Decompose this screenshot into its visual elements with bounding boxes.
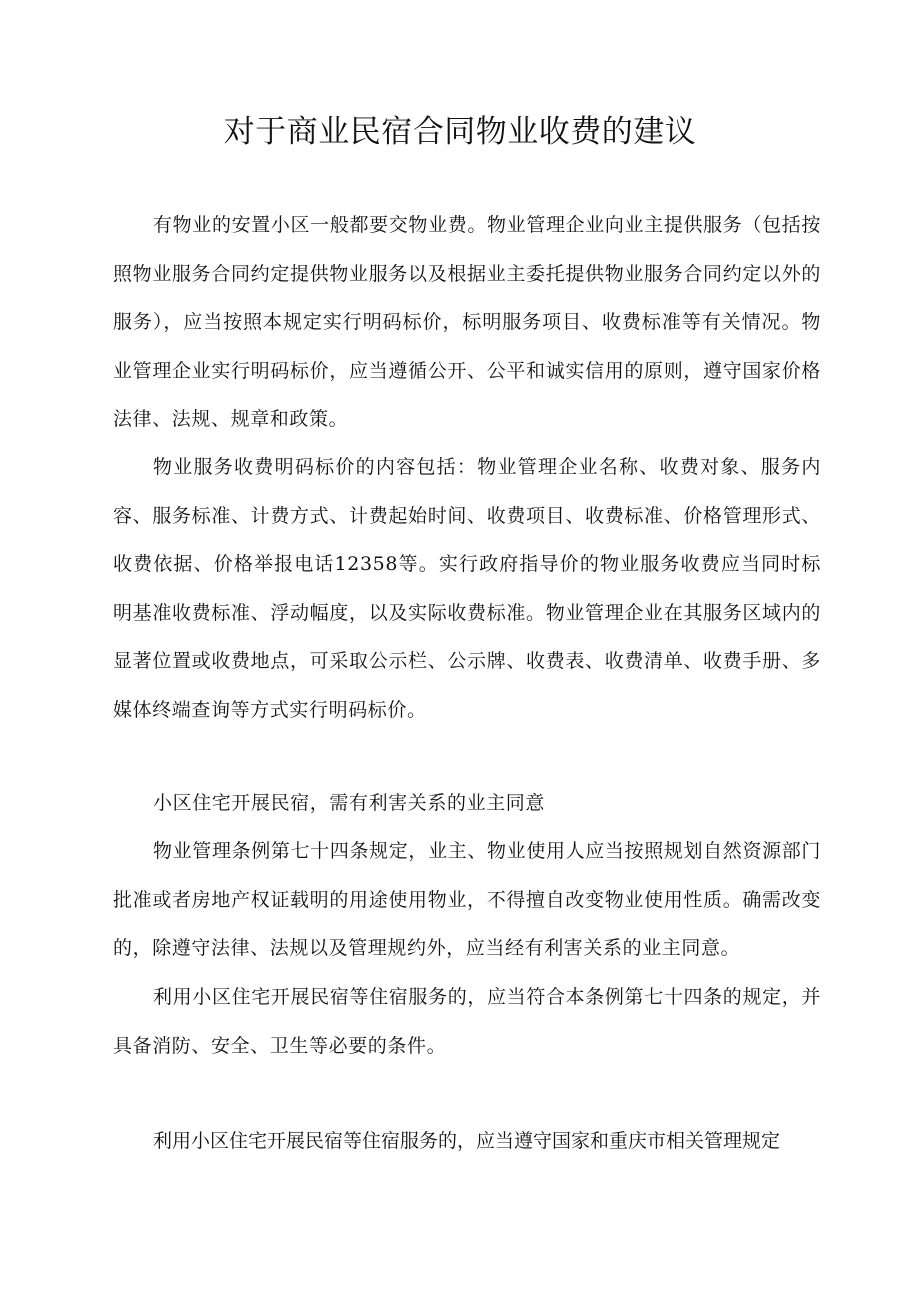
document-title: 对于商业民宿合同物业收费的建议 (223, 114, 697, 150)
paragraph-subheading-owner-consent: 小区住宅开展民宿，需有利害关系的业主同意 (153, 792, 546, 814)
paragraph-property-fee-disclosure: 有物业的安置小区一般都要交物业费。物业管理企业向业主提供服务（包括按照物业服务合同约定提供物业服务以及根据业主委托提供物业服务合同约定以外的服务），应当按照本规定实行明码标价，标明服务项目、收费标准等有关情况。物业管理企业实行明码标价，应当遵循公开、公平和诚实信用的原则，遵守国家价格法律、法规、规章和政策。 (113, 214, 821, 431)
paragraph-price-marking-content: 物业服务收费明码标价的内容包括：物业管理企业名称、收费对象、服务内容、服务标准、计费方式、计费起始时间、收费项目、收费标准、价格管理形式、收费依据、价格举报电话12358等。实行政府指导价的物业服务收费应当同时标明基准收费标准、浮动幅度，以及实际收费标准。物业管理企业在其服务区域内的显著位置或收费地点，可采取公示栏、公示牌、收费表、收费清单、收费手册、多媒体终端查询等方式实行明码标价。 (113, 456, 821, 721)
paragraph-article-74: 物业管理条例第七十四条规定，业主、物业使用人应当按照规划自然资源部门批准或者房地产权证载明的用途使用物业，不得擅自改变物业使用性质。确需改变的，除遵守法律、法规以及管理规约外，应当经有利害关系的业主同意。 (113, 840, 821, 960)
paragraph-homestay-conditions: 利用小区住宅开展民宿等住宿服务的，应当符合本条例第七十四条的规定，并具备消防、安全、卫生等必要的条件。 (113, 986, 821, 1057)
paragraph-chongqing-regulations: 利用小区住宅开展民宿等住宿服务的，应当遵守国家和重庆市相关管理规定 (153, 1130, 781, 1152)
